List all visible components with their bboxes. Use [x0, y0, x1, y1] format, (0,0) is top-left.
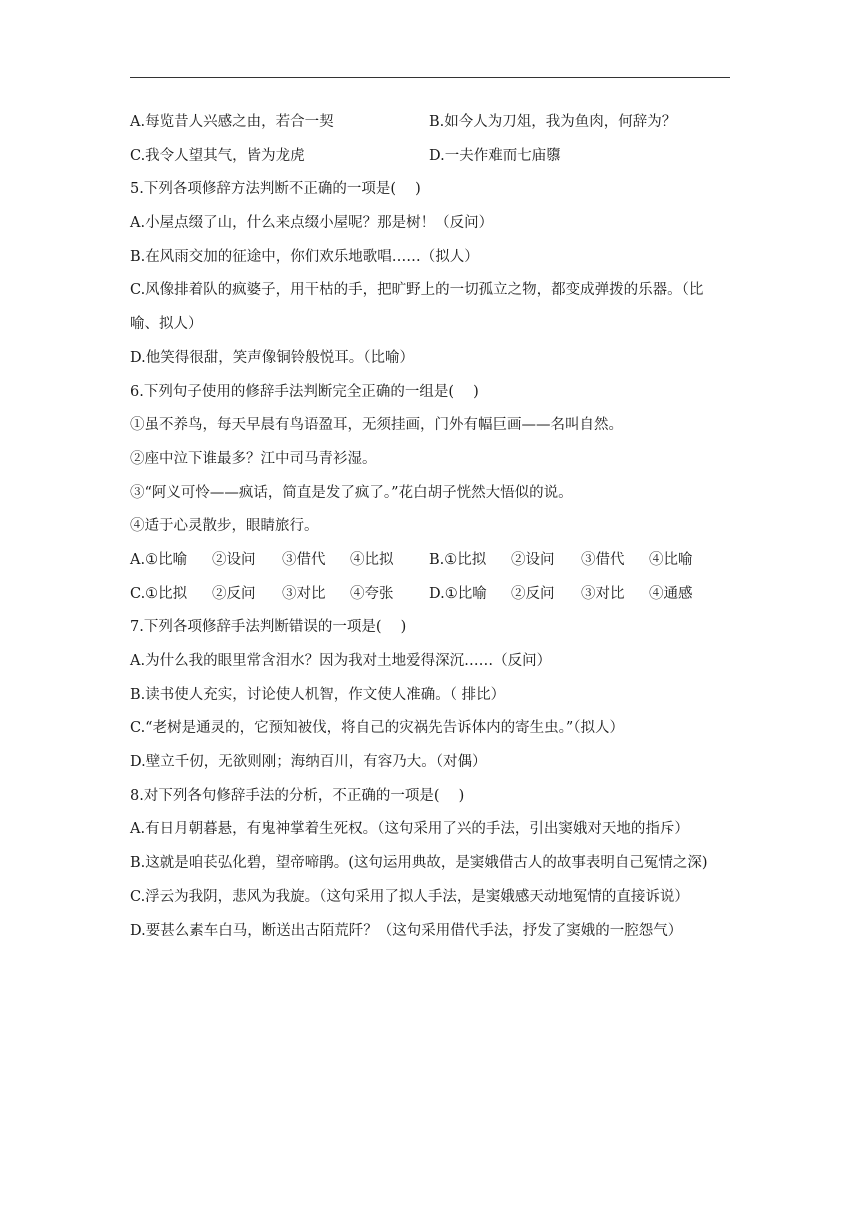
q7-option-a: A.为什么我的眼里常含泪水？因为我对土地爱得深沉……（反问） — [130, 653, 552, 669]
q4-option-c: C.我令人望其气，皆为龙虎 — [130, 147, 305, 164]
q5-option-c-line-2: 喻、拟人） — [130, 316, 203, 333]
q6-option-b — [429, 544, 709, 578]
header-rule — [130, 77, 730, 78]
q6-option-a-item: ②设问 — [212, 551, 256, 568]
q6-option-c-item: ③对比 — [282, 585, 326, 602]
q6-sentence-4: ④适于心灵散步，眼睛旅行。 — [130, 518, 319, 535]
q6-sentence-2: ②座中泣下谁最多？江中司马青衫湿。 — [130, 450, 377, 467]
q6-option-c-item: C.①比拟 — [130, 585, 188, 602]
q6-option-c-item: ②反问 — [212, 585, 256, 602]
exam-content — [130, 106, 735, 948]
q8-option-a: A.有日月朝暮悬，有鬼神掌着生死权。（这句采用了兴的手法，引出窦娥对天地的指斥） — [130, 821, 689, 838]
q6-option-d-item: ④通感 — [649, 585, 693, 602]
q4-option-d: D.一夫作难而七庙隳 — [429, 147, 561, 164]
q6-option-d-item: D.①比喻 — [429, 585, 487, 602]
q6-option-a — [130, 544, 410, 578]
q6-option-c-item: ④夸张 — [350, 585, 394, 602]
q4-option-b: B.如今人为刀俎，我为鱼肉，何辞为？ — [429, 114, 677, 130]
q6-option-d-item: ②反问 — [511, 585, 555, 602]
q6-option-a-item: A.①比喻 — [130, 551, 188, 568]
q6-options-row-1 — [130, 544, 735, 578]
q8-stem: 8.对下列各句修辞手法的分析，不正确的一项是( ) — [130, 787, 465, 804]
q5-option-c-line-1: C.风像排着队的疯婆子，用干枯的手，把旷野上的一切孤立之物，都变成弹拨的乐器。（比 — [130, 282, 704, 299]
q6-sentence-1: ①虽不养鸟，每天早晨有鸟语盈耳，无须挂画，门外有幅巨画——名叫自然。 — [130, 417, 623, 434]
q5-option-d: D.他笑得很甜，笑声像铜铃般悦耳。（比喻） — [130, 349, 414, 366]
q4-option-a: A.每览昔人兴感之由，若合一契 — [130, 114, 334, 130]
q6-option-d-item: ③对比 — [581, 585, 625, 602]
q6-option-c — [130, 578, 410, 612]
q6-option-b-item: ②设问 — [511, 551, 555, 568]
q8-option-c: C.浮云为我阴，悲风为我旋。（这句采用了拟人手法，是窦娥感天动地冤情的直接诉说） — [130, 888, 689, 905]
q4-options-row-2 — [130, 140, 735, 174]
q7-option-c: C.“老树是通灵的，它预知被伐，将自己的灾祸先告诉体内的寄生虫。”（拟人） — [130, 720, 625, 737]
q6-option-a-item: ③借代 — [282, 551, 326, 568]
q6-sentence-3: ③“阿义可怜——疯话，简直是发了疯了。”花白胡子恍然大悟似的说。 — [130, 484, 573, 501]
q6-option-b-item: B.①比拟 — [429, 551, 487, 568]
q6-options-row-2 — [130, 578, 735, 612]
q6-option-b-item: ④比喻 — [649, 551, 693, 568]
q6-option-b-item: ③借代 — [581, 551, 625, 568]
q7-stem: 7.下列各项修辞手法判断错误的一项是( ) — [130, 619, 407, 636]
q5-option-b: B.在风雨交加的征途中，你们欢乐地歌唱……（拟人） — [130, 248, 479, 265]
q8-option-b: B.这就是咱苌弘化碧，望帝啼鹃。(这句运用典故，是窦娥借古人的故事表明自己冤情之深) — [130, 855, 708, 872]
q7-option-b: B.读书使人充实，讨论使人机智，作文使人准确。（ 排比） — [130, 686, 506, 703]
q4-options-row-1 — [130, 106, 735, 140]
q8-option-d: D.要甚么素车白马，断送出古陌荒阡？（这句采用借代手法，抒发了窦娥的一腔怨气） — [130, 922, 683, 939]
q6-stem: 6.下列句子使用的修辞手法判断完全正确的一组是( ) — [130, 383, 479, 400]
q5-stem: 5.下列各项修辞方法判断不正确的一项是( ) — [130, 181, 421, 198]
q6-option-a-item: ④比拟 — [350, 551, 394, 568]
q5-option-a: A.小屋点缀了山，什么来点缀小屋呢？那是树！（反问） — [130, 215, 494, 232]
q6-option-d — [429, 578, 709, 612]
q7-option-d: D.壁立千仞，无欲则刚；海纳百川，有容乃大。（对偶） — [130, 754, 487, 771]
